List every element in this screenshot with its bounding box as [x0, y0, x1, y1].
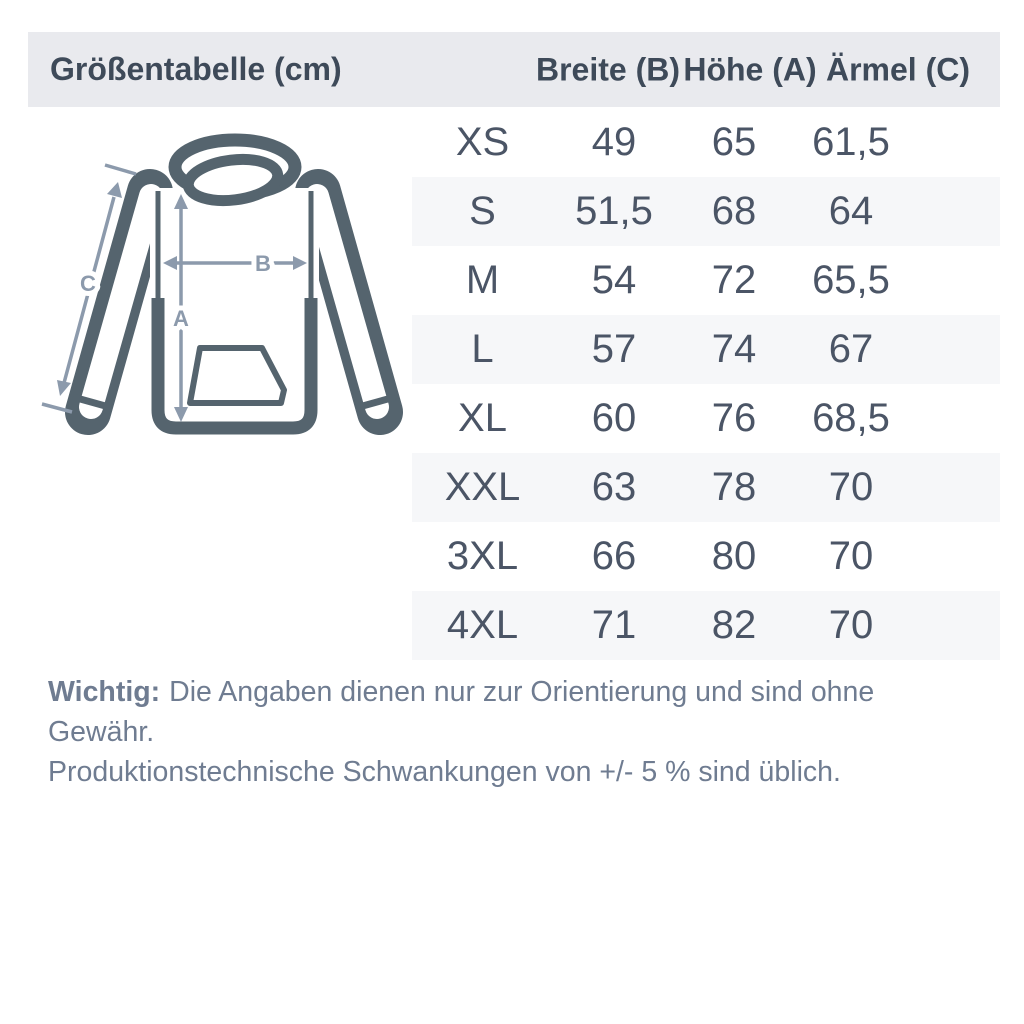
size-cell: XXL	[444, 465, 521, 509]
aermel-cell: 65,5	[812, 258, 890, 302]
hoehe-cell: 80	[711, 534, 757, 578]
size-cell: 4XL	[446, 603, 519, 647]
sleeve-right	[317, 192, 380, 412]
table-row	[412, 108, 1000, 177]
hoehe-cell: 78	[711, 465, 757, 509]
dimension-label-b: B	[255, 251, 271, 276]
aermel-cell: 70	[828, 603, 874, 647]
table-header-band	[28, 32, 1000, 107]
page-title: Größentabelle (cm)	[50, 51, 342, 87]
aermel-cell: 64	[828, 189, 874, 233]
column-header-breite: Breite (B)	[535, 51, 681, 87]
table-row	[412, 246, 1000, 315]
hoodie-measurement-diagram	[30, 118, 415, 453]
wichtig-label: Wichtig:	[48, 676, 161, 708]
table-row	[412, 177, 1000, 246]
table-row	[412, 591, 1000, 660]
disclaimer-line-1	[48, 672, 968, 752]
hoehe-cell: 72	[711, 258, 757, 302]
breite-cell: 63	[591, 465, 637, 509]
aermel-cell: 70	[828, 465, 874, 509]
hoehe-cell: 65	[711, 120, 757, 164]
size-cell: 3XL	[446, 534, 519, 578]
aermel-cell: 61,5	[812, 120, 890, 164]
breite-cell: 66	[591, 534, 637, 578]
size-table	[412, 108, 1000, 660]
dimension-label-a: A	[173, 306, 189, 331]
table-row	[412, 315, 1000, 384]
size-cell: M	[465, 258, 500, 302]
column-header-aermel: Ärmel (C)	[825, 51, 971, 87]
hoehe-cell: 74	[711, 327, 757, 371]
aermel-cell: 68,5	[812, 396, 890, 440]
dimension-label-c: C	[80, 271, 96, 296]
table-row	[412, 453, 1000, 522]
hoehe-cell: 76	[711, 396, 757, 440]
disclaimer-line-2: Produktionstechnische Schwankungen von +/- 5 % sind üblich.	[48, 756, 841, 788]
hoehe-cell: 82	[711, 603, 757, 647]
table-row	[412, 384, 1000, 453]
table-row	[412, 522, 1000, 591]
sleeve-left	[88, 192, 151, 412]
size-cell: XL	[458, 396, 507, 440]
aermel-cell: 67	[828, 327, 874, 371]
column-header-hoehe: Höhe (A)	[683, 51, 817, 87]
breite-cell: 71	[591, 603, 637, 647]
aermel-cell: 70	[828, 534, 874, 578]
breite-cell: 49	[591, 120, 637, 164]
breite-cell: 54	[591, 258, 637, 302]
size-cell: XS	[455, 120, 510, 164]
breite-cell: 60	[591, 396, 637, 440]
breite-cell: 57	[591, 327, 637, 371]
disclaimer-text-1: Die Angaben dienen nur zur Orientierung und sind ohne Gewähr.	[48, 676, 875, 748]
disclaimer-note	[48, 672, 968, 792]
size-cell: L	[471, 327, 494, 371]
hoehe-cell: 68	[711, 189, 757, 233]
breite-cell: 51,5	[575, 189, 653, 233]
size-cell: S	[469, 189, 496, 233]
